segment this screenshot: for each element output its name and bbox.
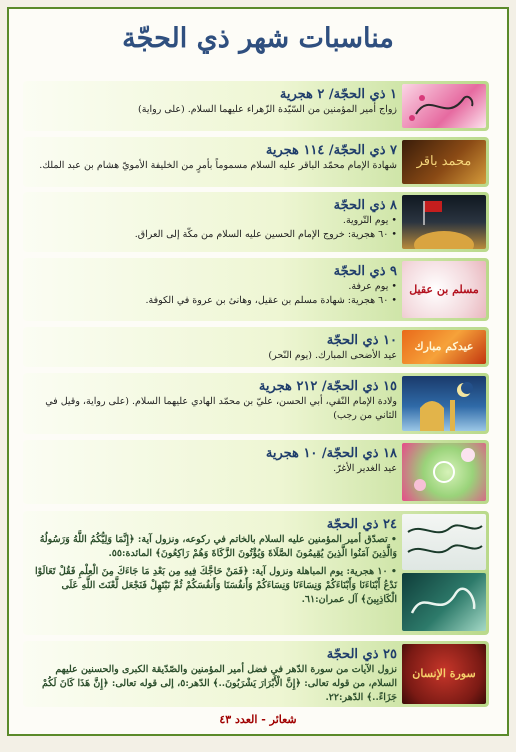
image-caption: سورة الإنسان xyxy=(412,667,476,680)
event-heading: ٧ ذي الحجّة/ ١١٤ هجرية xyxy=(265,143,397,158)
page-title: مناسبات شهر ذي الحجّة xyxy=(122,23,394,54)
event-heading: ٢٤ ذي الحجّة xyxy=(326,517,397,532)
mosque-moon-icon xyxy=(402,376,486,431)
event-row xyxy=(23,137,489,187)
event-text: نزول الآيات من سورة الدّهر في فضل أمير المؤمنين والصّدّيقة الكبرى والحسنين عليهم السلام، من قوله تعالى: ﴿إِنَّ الْأَبْرَارَ يَشْرَبُونَ..﴾ الدّهر:٥، إلى قوله تعالى: ﴿إِنَّ هَذَا كَانَ لَكُمْ جَزَاءً..﴾ الدّهر:٢٢. xyxy=(41,664,397,703)
event-heading: ١٨ ذي الحجّة/ ١٠ هجرية xyxy=(265,446,397,461)
event-text: • ١٠ هجرية: يوم المباهلة ونزول آية: ﴿فَمَنْ حَاجَّكَ فِيهِ مِن بَعْدِ مَا جَاءَكَ مِنَ الْعِلْمِ فَقُلْ تَعَالَوْا نَدْعُ أَبْنَاءَنَا وَأَبْنَاءَكُمْ وَنِسَاءَنَا وَنِسَاءَكُمْ وَأَنفُسَنَا وَأَنفُسَكُمْ ثُمَّ نَبْتَهِلْ فَنَجْعَل لَّعْنَتَ اللَّهِ عَلَى الْكَاذِبِينَ﴾ آل عمران:٦١. xyxy=(34,566,397,605)
event-row xyxy=(23,258,489,321)
hussain-shrine-icon xyxy=(402,195,486,249)
insan-surah-icon xyxy=(402,644,486,704)
page-footer: شعائر - العدد ٤٣ xyxy=(219,713,297,726)
page xyxy=(7,7,509,736)
event-row xyxy=(23,373,489,434)
calligraphy-pink-icon xyxy=(402,84,486,128)
muslim-calligraphy-icon xyxy=(402,261,486,318)
event-heading: ٩ ذي الحجّة xyxy=(333,264,397,279)
image-caption: مسلم بن عقيل xyxy=(409,283,479,296)
event-text: زواج أمير المؤمنين من السّيّدة الزّهراء عليهما السلام. (على رواية) xyxy=(138,104,397,115)
event-row xyxy=(23,81,489,131)
image-caption: عيدكم مبارك xyxy=(414,340,474,353)
event-row xyxy=(23,192,489,252)
event-text: • ٦٠ هجرية: خروج الإمام الحسين عليه السلام من مكّة إلى العراق. xyxy=(134,229,397,240)
event-heading: ١ ذي الحجّة/ ٢ هجرية xyxy=(279,87,397,102)
mubahala-calligraphy-icon xyxy=(402,573,486,631)
event-heading: ١٠ ذي الحجّة xyxy=(326,333,397,348)
image-caption: محمد باقر xyxy=(416,154,472,169)
calligraphy-baqir-icon xyxy=(402,140,486,184)
event-text: • يوم عرفة. xyxy=(348,281,397,292)
eid-flowers-icon xyxy=(402,330,486,364)
event-heading: ١٥ ذي الحجّة/ ٢١٢ هجرية xyxy=(258,379,397,394)
ghadir-floral-icon xyxy=(402,443,486,501)
event-text: • ٦٠ هجرية: شهادة مسلم بن عقيل، وهانئ بن عروة في الكوفة. xyxy=(145,295,397,306)
event-heading: ٨ ذي الحجّة xyxy=(333,198,397,213)
event-text: ولادة الإمام النّقي، أبي الحسن، عليّ بن محمّد الهادي عليهما السلام. (على رواية، وقيل في الثاني من رجب) xyxy=(45,396,397,421)
event-row xyxy=(23,327,489,367)
quran-verse-icon xyxy=(402,514,486,570)
event-text: شهادة الإمام محمّد الباقر عليه السلام مسموماً بأمرٍ من الخليفة الأمويّ هشام بن عبد الملك. xyxy=(39,160,397,171)
event-heading: ٢٥ ذي الحجّة xyxy=(326,647,397,662)
event-row xyxy=(23,511,489,635)
event-row xyxy=(23,641,489,707)
event-row xyxy=(23,440,489,504)
event-text: عيد الأضحى المبارك. (يوم النّحر) xyxy=(268,350,397,361)
event-text: عيد الغدير الأغرّ. xyxy=(333,463,397,474)
event-text: • تصدّق أمير المؤمنين عليه السلام بالخاتم في ركوعه، ونزول آية: ﴿إِنَّمَا وَلِيُّكُمُ اللَّهُ وَرَسُولُهُ وَالَّذِينَ آمَنُوا الَّذِينَ يُقِيمُونَ الصَّلَاةَ وَيُؤْتُونَ الزَّكَاةَ وَهُمْ رَاكِعُونَ﴾ المائدة:٥٥. xyxy=(39,534,397,559)
event-text: • يوم التّروية. xyxy=(342,215,397,226)
